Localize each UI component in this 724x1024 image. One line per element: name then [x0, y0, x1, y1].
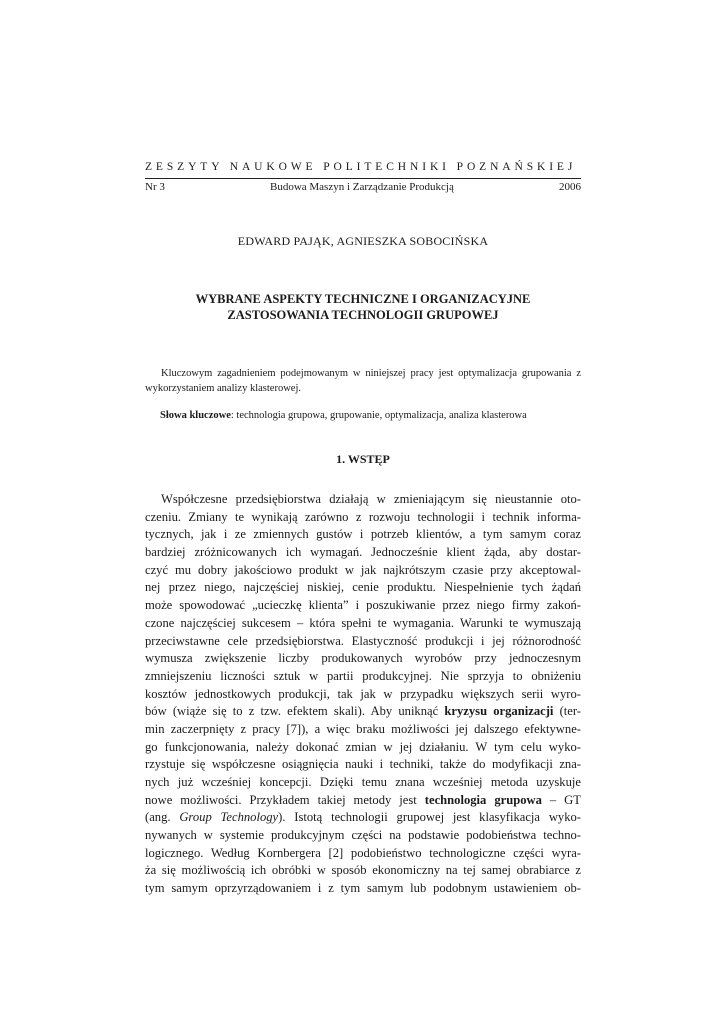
- text-line: może spowodować „ucieczkę klienta” i poszukiwanie przez niego firmy zakoń-: [145, 598, 581, 613]
- text-segment: (ang.: [145, 810, 180, 825]
- text-line: czeniu. Zmiany te wynikają zarówno z rozwoju technologii i technik informa-: [145, 509, 581, 524]
- text-line: rzystuje się współczesne osiągnięcia nauki i techniki, także do modyfikacji zna-: [145, 757, 581, 772]
- text-line: ża się możliwością ich obróbki w sposób ekonomiczny na tej samej obrabiarce z: [145, 863, 581, 878]
- keywords-label: Słowa kluczowe: [160, 410, 231, 421]
- abstract: [145, 367, 581, 396]
- text-line: [145, 809, 581, 827]
- text-line: nywanych w systemie produkcyjnym części na podstawie podobieństwa techno-: [145, 828, 581, 843]
- authors: EDWARD PAJĄK, AGNIESZKA SOBOCIŃSKA: [237, 234, 489, 248]
- text-line: tym samym oprzyrządowaniem i z tym samym lub podobnym ustawieniem ob-: [145, 881, 581, 896]
- keywords-text: : technologia grupowa, grupowanie, optymalizacja, analiza klasterowa: [230, 410, 527, 421]
- text-line: [145, 703, 581, 721]
- section-heading: 1. WSTĘP: [336, 452, 390, 466]
- text-line: kosztów jednostkowych produkcji, tak jak w przypadku większych serii wyro-: [145, 686, 581, 701]
- text-segment: nowe możliwości. Przykładem takiej metody jest: [145, 792, 425, 807]
- journal-name: ZESZYTY NAUKOWE POLITECHNIKI POZNAŃSKIEJ: [145, 161, 577, 173]
- text-line: czone najczęściej sukcesem – która spełni te wymagania. Warunki te wymuszają: [145, 615, 581, 630]
- text-line: zmniejszeniu liczności sztuk w partii produkcyjnej. Nie sprzyja to obniżeniu: [145, 668, 581, 683]
- abstract-text: Kluczowym zagadnieniem podejmowanym w niniejszej pracy jest optymalizacja grupowania z wykorzystaniem analizy klasterowej.: [145, 368, 581, 394]
- text-line: nej przez niego, najczęściej niskiej, cenie produktu. Niespełnienie tych żądań: [145, 580, 581, 595]
- text-segment: bów (wiąże się to z tzw. efektem skali). Aby uniknąć: [145, 704, 445, 719]
- text-line: wymusza zwiększenie liczby produkowanych wyrobów przy jednoczesnym: [145, 651, 581, 666]
- text-line: go funkcjonowania, należy dokonać zmian w jej działaniu. W tym celu wyko-: [145, 739, 581, 754]
- text-line: bardziej zróżnicowanych ich wymagań. Jednocześnie klient żąda, aby dostar-: [145, 545, 581, 560]
- bold-term: technologia grupowa: [424, 792, 542, 807]
- paper-title: [145, 291, 581, 323]
- italic-term: Group Technology: [179, 810, 279, 825]
- bold-term: kryzysu organizacji: [444, 704, 554, 719]
- text-segment: ). Istotą technologii grupowej jest klasyfikacja wyko-: [278, 810, 581, 825]
- keywords: [160, 409, 581, 424]
- text-segment: – GT: [541, 792, 581, 807]
- text-line: tycznych, jak i ze zmiennych gustów i potrzeb klientów, a tym samym coraz: [145, 527, 581, 542]
- title-line-2: ZASTOSOWANIA TECHNOLOGII GRUPOWEJ: [227, 308, 499, 322]
- year: 2006: [559, 181, 581, 193]
- series-name: Budowa Maszyn i Zarządzanie Produkcją: [269, 181, 454, 193]
- text-line: nych już wcześniej koncepcji. Dzięki temu znana wcześniej metoda uzyskuje: [145, 775, 581, 789]
- header-row: [145, 181, 581, 193]
- text-line: min zaczerpnięty z pracy [7]), a więc braku możliwości jej dalszego efektywne-: [145, 721, 581, 736]
- text-line: przeciwstawne cele przedsiębiorstwa. Elastyczność produkcji i jej różnorodność: [145, 633, 581, 648]
- text-line: [145, 792, 581, 810]
- body-paragraph: [145, 491, 581, 898]
- header-rule: [145, 178, 581, 179]
- text-line: czyć mu dobry jakościowo produkt w jak najkrótszym czasie przy akceptowal-: [145, 562, 581, 577]
- text-line: logicznego. Według Kornbergera [2] podobieństwo technologiczne części wyra-: [145, 845, 581, 860]
- issue-number: Nr 3: [145, 181, 165, 193]
- title-line-1: WYBRANE ASPEKTY TECHNICZNE I ORGANIZACYJNE: [195, 292, 531, 306]
- text-line: Współczesne przedsiębiorstwa działają w zmieniającym się nieustannie oto-: [161, 492, 581, 506]
- text-segment: (ter-: [553, 704, 581, 719]
